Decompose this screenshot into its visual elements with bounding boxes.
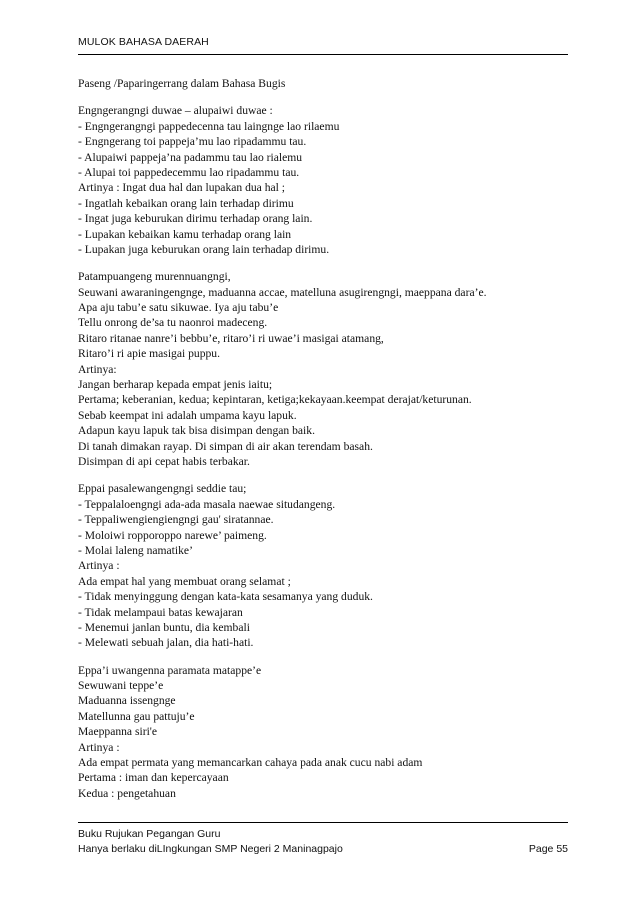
text-line: Di tanah dimakan rayap. Di simpan di air akan terendam basah. bbox=[78, 439, 373, 453]
text-line: Artinya : bbox=[78, 740, 120, 754]
text-line: Ritaro ritanae nanre’i bebbu’e, ritaro’i ri uwae’i masigai atamang, bbox=[78, 331, 384, 345]
text-line: - Molai laleng namatike’ bbox=[78, 543, 193, 557]
text-line: - Lupakan kebaikan kamu terhadap orang lain bbox=[78, 227, 292, 241]
paragraph-gap bbox=[78, 91, 578, 103]
text-line: Pertama : iman dan kepercayaan bbox=[78, 771, 229, 785]
text-line: Paseng /Paparingerrang dalam Bahasa Bugis bbox=[78, 77, 286, 90]
text-line: - Teppaliwengiengiengngi gau' siratannae. bbox=[78, 513, 274, 527]
text-line: - Teppalaloengngi ada-ada masala naewae situdangeng. bbox=[78, 497, 336, 511]
text-line: Kedua : pengetahuan bbox=[78, 786, 176, 800]
text-line: Artinya : bbox=[78, 559, 120, 573]
paragraph bbox=[78, 103, 578, 257]
text-line: Pertama; keberanian, kedua; kepintaran, ketiga;kekayaan.keempat derajat/keturunan. bbox=[78, 393, 472, 407]
text-line: - Tidak menyinggung dengan kata-kata sesamanya yang duduk. bbox=[78, 590, 373, 604]
running-footer bbox=[78, 827, 568, 856]
text-line: Ada empat permata yang memancarkan cahaya pada anak cucu nabi adam bbox=[78, 756, 423, 770]
text-line: Eppai pasalewangengngi seddie tau; bbox=[78, 482, 247, 496]
text-line: - Alupaiwi pappeja’na padammu tau lao rialemu bbox=[78, 150, 303, 164]
footer-school-note: Hanya berlaku diLIngkungan SMP Negeri 2 Maninagpajo bbox=[78, 842, 343, 855]
text-line: - Tidak melampaui batas kewajaran bbox=[78, 605, 243, 619]
text-line: Ada empat hal yang membuat orang selamat ; bbox=[78, 574, 291, 588]
text-line: - Moloiwi ropporoppo narewe’ paimeng. bbox=[78, 528, 267, 542]
footer-rule bbox=[78, 822, 568, 823]
paragraph bbox=[78, 481, 578, 650]
text-line: Adapun kayu lapuk tak bisa disimpan dengan baik. bbox=[78, 424, 315, 438]
header-rule bbox=[78, 54, 568, 55]
text-line: Tellu onrong de’sa tu naonroi madeceng. bbox=[78, 316, 268, 330]
text-line: Maduanna issengnge bbox=[78, 694, 176, 708]
paragraph bbox=[78, 269, 578, 469]
text-line: Patampuangeng murennuangngi, bbox=[78, 270, 231, 284]
text-line: Engngerangngi duwae – alupaiwi duwae : bbox=[78, 104, 273, 118]
section-title bbox=[78, 76, 578, 91]
text-line: - Ingat juga keburukan dirimu terhadap orang lain. bbox=[78, 212, 313, 226]
text-line: Matellunna gau pattuju’e bbox=[78, 709, 195, 723]
text-line: Artinya: bbox=[78, 362, 117, 376]
text-line: - Melewati sebuah jalan, dia hati-hati. bbox=[78, 636, 254, 650]
text-line: Apa aju tabu’e satu sikuwae. Iya aju tabu’e bbox=[78, 301, 279, 315]
footer-book-title: Buku Rujukan Pegangan Guru bbox=[78, 828, 221, 840]
text-line: - Ingatlah kebaikan orang lain terhadap dirimu bbox=[78, 196, 294, 210]
text-line: - Alupai toi pappedecemmu lao ripadammu tau. bbox=[78, 165, 300, 179]
text-line: - Lupakan juga keburukan orang lain terhadap dirimu. bbox=[78, 242, 330, 256]
text-line: - Engngerang toi pappeja’mu lao ripadammu tau. bbox=[78, 135, 307, 149]
paragraph bbox=[78, 663, 578, 802]
text-line: Sebab keempat ini adalah umpama kayu lapuk. bbox=[78, 408, 297, 422]
text-line: - Menemui janlan buntu, dia kembali bbox=[78, 620, 250, 634]
text-line: Seuwani awaraningengnge, maduanna accae, matelluna asugirengngi, maeppana dara’e. bbox=[78, 285, 487, 299]
text-line: Artinya : Ingat dua hal dan lupakan dua hal ; bbox=[78, 181, 286, 195]
paragraph-gap bbox=[78, 257, 578, 269]
text-line: Disimpan di api cepat habis terbakar. bbox=[78, 454, 250, 468]
text-line: Ritaro’i ri apie masigai puppu. bbox=[78, 347, 220, 361]
running-header: MULOK BAHASA DAERAH bbox=[78, 36, 209, 48]
text-line: Jangan berharap kepada empat jenis iaitu; bbox=[78, 378, 273, 392]
document-body bbox=[78, 76, 578, 801]
text-line: - Engngerangngi pappedecenna tau laingnge lao rilaemu bbox=[78, 119, 340, 133]
text-line: Maeppanna siri'e bbox=[78, 725, 158, 739]
page-number: Page 55 bbox=[528, 842, 568, 855]
text-line: Sewuwani teppe’e bbox=[78, 679, 164, 693]
paragraph-gap bbox=[78, 469, 578, 481]
text-line: Eppa’i uwangenna paramata matappe’e bbox=[78, 663, 262, 677]
paragraph-gap bbox=[78, 651, 578, 663]
